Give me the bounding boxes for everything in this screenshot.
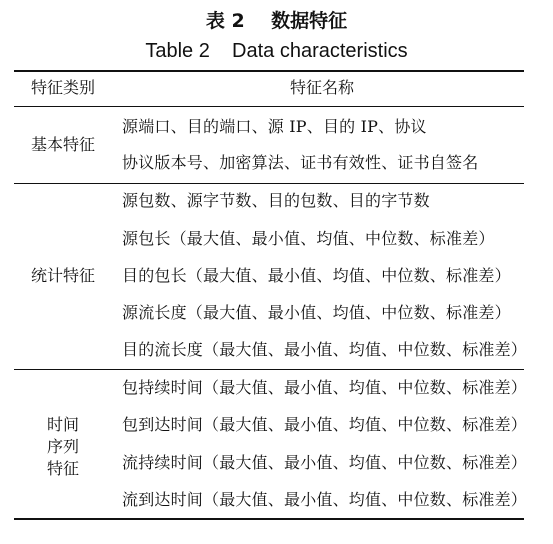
feature-stat-1: 源包数、源字节数、目的包数、目的字节数	[122, 191, 430, 210]
category-statistical: 统计特征	[30, 266, 95, 285]
category-timeseries-line-1: 时间	[46, 415, 79, 434]
table-caption-chinese: 表 2 数据特征	[205, 10, 348, 32]
category-timeseries-line-3: 特征	[46, 459, 79, 478]
header-rule	[14, 106, 524, 107]
feature-stat-3: 目的包长（最大值、最小值、均值、中位数、标准差）	[122, 266, 511, 285]
header-feature-name: 特征名称	[289, 78, 354, 97]
header-category: 特征类别	[30, 78, 95, 97]
feature-stat-4: 源流长度（最大值、最小值、均值、中位数、标准差）	[122, 303, 511, 322]
category-timeseries-line-2: 序列	[46, 437, 79, 456]
feature-basic-1: 源端口、目的端口、源 IP、目的 IP、协议	[122, 117, 427, 136]
group-rule-2	[14, 369, 524, 370]
category-basic: 基本特征	[30, 135, 95, 154]
feature-time-4: 流到达时间（最大值、最小值、均值、中位数、标准差）	[122, 490, 528, 509]
table-bottom-rule	[14, 518, 524, 520]
table-caption-english: Table 2 Data characteristics	[145, 40, 408, 62]
feature-stat-2: 源包长（最大值、最小值、均值、中位数、标准差）	[122, 229, 495, 248]
feature-time-2: 包到达时间（最大值、最小值、均值、中位数、标准差）	[122, 415, 528, 434]
table-top-rule	[14, 70, 524, 72]
group-rule-1	[14, 183, 524, 184]
feature-time-1: 包持续时间（最大值、最小值、均值、中位数、标准差）	[122, 378, 528, 397]
feature-time-3: 流持续时间（最大值、最小值、均值、中位数、标准差）	[122, 453, 528, 472]
feature-basic-2: 协议版本号、加密算法、证书有效性、证书自签名	[122, 153, 479, 172]
feature-stat-5: 目的流长度（最大值、最小值、均值、中位数、标准差）	[122, 340, 528, 359]
